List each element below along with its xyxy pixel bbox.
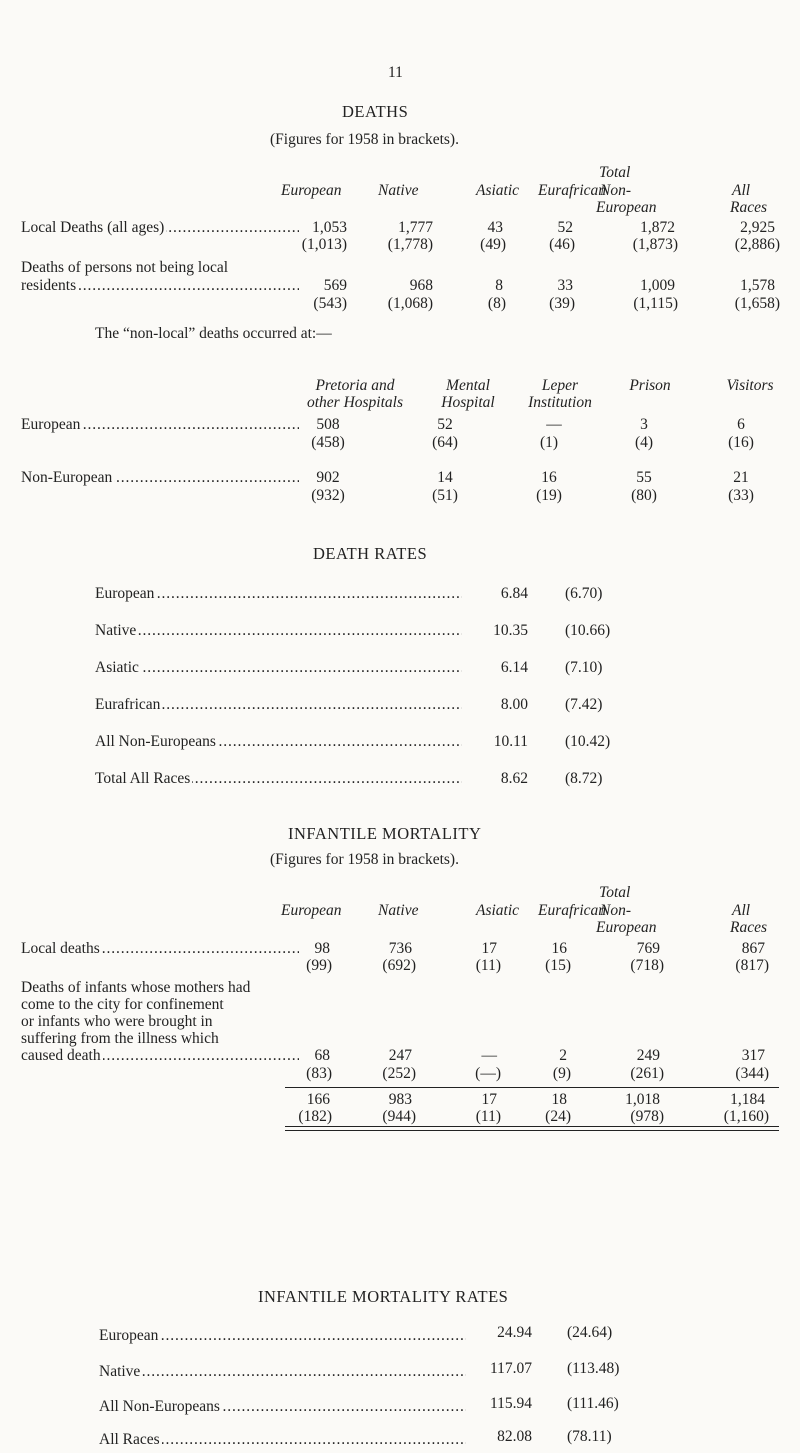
cell-bracket: (33) — [728, 487, 754, 504]
cell: 569 — [323, 277, 347, 294]
cell-bracket: (64) — [432, 434, 458, 451]
rate-value: 115.94 — [489, 1395, 532, 1412]
col-total-label: Total — [599, 884, 631, 901]
cell-bracket: (182) — [298, 1108, 332, 1125]
cell-bracket: (51) — [432, 487, 458, 504]
cell: 1,018 — [625, 1091, 660, 1108]
rate-bracket: (7.42) — [565, 696, 603, 713]
col-races: Races — [730, 199, 768, 216]
rate-bracket: (111.46) — [567, 1395, 619, 1412]
cell: 52 — [437, 416, 453, 433]
cell: 166 — [306, 1091, 330, 1108]
rate-label: Eurafrican . . . — [95, 696, 462, 716]
cell-bracket: (1,778) — [387, 236, 433, 253]
cell: 17 — [481, 940, 497, 957]
cell-bracket: (24) — [545, 1108, 571, 1125]
cell: 1,777 — [398, 219, 433, 236]
cell: 17 — [481, 1091, 497, 1108]
cell-bracket: (543) — [313, 295, 347, 312]
rate-bracket: (24.64) — [567, 1324, 613, 1341]
cell: 68 — [314, 1047, 330, 1064]
rate-value: 8.00 — [500, 696, 528, 713]
cell: 769 — [636, 940, 660, 957]
rate-value: 6.14 — [500, 659, 528, 676]
page-number: 11 — [388, 64, 403, 81]
deaths-title: DEATHS — [342, 102, 409, 121]
col-all: All — [732, 902, 751, 919]
col-european: European — [281, 902, 342, 919]
rate-bracket: (10.42) — [565, 733, 611, 750]
row-label: or infants who were brought in — [21, 1013, 213, 1030]
cell-bracket: (1,160) — [723, 1108, 769, 1125]
cell: 508 — [316, 416, 340, 433]
cell-bracket: (944) — [382, 1108, 416, 1125]
rate-value: 117.07 — [489, 1360, 532, 1377]
cell-bracket: (1) — [539, 434, 559, 451]
col-head: Pretoria and — [315, 377, 395, 394]
cell-bracket: (458) — [311, 434, 345, 451]
col-head: Institution — [528, 394, 592, 411]
rate-label: European . . . — [95, 585, 462, 605]
col-asiatic: Asiatic — [476, 182, 520, 199]
cell-bracket: (8) — [487, 295, 506, 312]
rate-bracket: (8.72) — [565, 770, 603, 787]
col-asiatic: Asiatic — [476, 902, 520, 919]
cell: 1,872 — [640, 219, 675, 236]
rate-value: 8.62 — [500, 770, 528, 787]
cell: 21 — [733, 469, 749, 486]
row-label-2: residents . . . — [21, 277, 299, 297]
rate-bracket: (7.10) — [565, 659, 603, 676]
cell: 968 — [409, 277, 433, 294]
col-head: Mental — [446, 377, 490, 394]
cell: 2,925 — [740, 219, 775, 236]
cell-bracket: (1,873) — [632, 236, 678, 253]
cell: 14 — [437, 469, 453, 486]
cell-bracket: (46) — [549, 236, 575, 253]
death-rates-title: DEATH RATES — [313, 544, 428, 563]
rate-value: 82.08 — [497, 1428, 532, 1445]
col-head: other Hospitals — [306, 394, 404, 411]
rate-label: Total All Races . . . — [95, 770, 462, 790]
cell: 8 — [495, 277, 503, 294]
rate-label: Native . . . — [95, 622, 462, 642]
cell-bracket: (817) — [735, 957, 769, 974]
cell-bracket: (39) — [549, 295, 575, 312]
divider — [285, 1087, 779, 1088]
cell-bracket: (261) — [630, 1065, 664, 1082]
cell: 983 — [388, 1091, 412, 1108]
row-label: Deaths of infants whose mothers had — [21, 979, 251, 996]
cell-bracket: (2,886) — [734, 236, 780, 253]
col-total-label: Total — [599, 164, 631, 181]
row-label: Non-European . . . — [21, 469, 299, 489]
cell: 247 — [388, 1047, 412, 1064]
cell-bracket: (718) — [630, 957, 664, 974]
cell: 1,053 — [312, 219, 347, 236]
cell-bracket: (978) — [630, 1108, 664, 1125]
cell: 902 — [316, 469, 340, 486]
col-all: All — [732, 182, 751, 199]
cell-bracket: (1,115) — [633, 295, 678, 312]
cell: 3 — [640, 416, 648, 433]
cell-bracket: (1,013) — [301, 236, 347, 253]
col-head: Hospital — [441, 394, 495, 411]
row-label: Deaths of persons not being local — [21, 259, 229, 276]
col-european: European — [281, 182, 342, 199]
rate-label: All Non-Europeans . . . — [95, 733, 462, 753]
col-european-2: European — [596, 919, 657, 936]
cell: 2 — [559, 1047, 567, 1064]
rate-label: Native . . . — [99, 1363, 466, 1383]
rate-bracket: (113.48) — [567, 1360, 620, 1377]
col-native: Native — [378, 182, 419, 199]
cell: 18 — [551, 1091, 567, 1108]
col-european-2: European — [596, 199, 657, 216]
cell-bracket: (49) — [480, 236, 506, 253]
cell-bracket: (11) — [475, 1108, 501, 1125]
cell: 33 — [557, 277, 573, 294]
row-label: suffering from the illness which — [21, 1030, 219, 1047]
col-head: Prison — [629, 377, 671, 394]
cell: 317 — [741, 1047, 765, 1064]
rate-bracket: (6.70) — [565, 585, 603, 602]
cell: 16 — [551, 940, 567, 957]
double-rule — [285, 1126, 779, 1131]
cell: 43 — [487, 219, 503, 236]
cell-bracket: (692) — [382, 957, 416, 974]
rate-value: 10.11 — [493, 733, 528, 750]
cell: 1,184 — [730, 1091, 765, 1108]
nonlocal-intro: The “non-local” deaths occurred at:— — [95, 325, 332, 342]
col-eurafrican: Eurafrican — [538, 182, 607, 199]
cell: 52 — [557, 219, 573, 236]
cell: 98 — [314, 940, 330, 957]
cell: 867 — [741, 940, 765, 957]
cell-bracket: (—) — [475, 1065, 501, 1082]
cell: 55 — [636, 469, 652, 486]
row-label: Local deaths . . . — [21, 940, 299, 960]
col-non: Non- — [600, 902, 631, 919]
infant-subtitle: (Figures for 1958 in brackets). — [270, 851, 459, 868]
cell-bracket: (1,658) — [734, 295, 780, 312]
deaths-subtitle: (Figures for 1958 in brackets). — [270, 131, 459, 148]
cell-bracket: (344) — [735, 1065, 769, 1082]
row-label: come to the city for confinement — [21, 996, 224, 1013]
cell-bracket: (19) — [536, 487, 562, 504]
cell-bracket: (9) — [552, 1065, 571, 1082]
cell: 1,578 — [740, 277, 775, 294]
col-native: Native — [378, 902, 419, 919]
rate-label: All Non-Europeans . . . — [99, 1398, 466, 1418]
row-label: European . . . — [21, 416, 299, 436]
rate-label: Asiatic . . . — [95, 659, 462, 679]
col-races: Races — [730, 919, 768, 936]
rate-label: European . . . — [99, 1327, 466, 1347]
row-label: Local Deaths (all ages) . . . — [21, 219, 299, 239]
rate-value: 10.35 — [493, 622, 528, 639]
cell-bracket: (4) — [634, 434, 654, 451]
cell-bracket: (11) — [475, 957, 501, 974]
rate-value: 24.94 — [497, 1324, 532, 1341]
infant-rates-title: INFANTILE MORTALITY RATES — [258, 1287, 509, 1306]
rate-value: 6.84 — [500, 585, 528, 602]
cell-bracket: (15) — [545, 957, 571, 974]
cell: 736 — [388, 940, 412, 957]
cell-bracket: (932) — [311, 487, 345, 504]
cell: 16 — [541, 469, 557, 486]
cell: — — [546, 416, 562, 433]
infant-title: INFANTILE MORTALITY — [288, 824, 482, 843]
cell: 1,009 — [640, 277, 675, 294]
col-non: Non- — [600, 182, 631, 199]
cell-bracket: (1,068) — [387, 295, 433, 312]
cell: 6 — [737, 416, 745, 433]
cell-bracket: (80) — [631, 487, 657, 504]
rate-bracket: (78.11) — [567, 1428, 612, 1445]
cell-bracket: (99) — [306, 957, 332, 974]
rate-label: All Races . . . — [99, 1431, 466, 1451]
cell: 249 — [636, 1047, 660, 1064]
cell-bracket: (16) — [728, 434, 754, 451]
row-label: caused death . . . — [21, 1047, 299, 1067]
col-eurafrican: Eurafrican — [538, 902, 607, 919]
rate-bracket: (10.66) — [565, 622, 611, 639]
cell: — — [481, 1047, 497, 1064]
cell-bracket: (83) — [306, 1065, 332, 1082]
col-head: Leper — [541, 377, 579, 394]
cell-bracket: (252) — [382, 1065, 416, 1082]
col-head: Visitors — [726, 377, 774, 394]
